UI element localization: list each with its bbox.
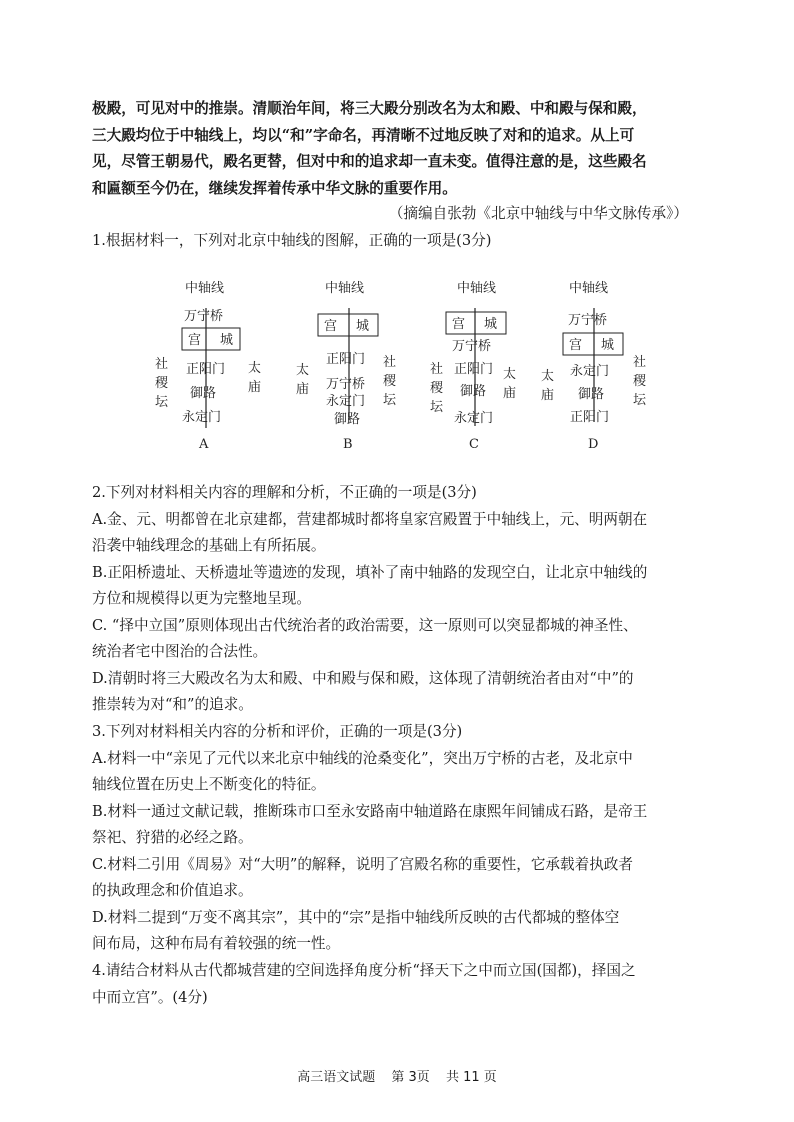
diagram-a xyxy=(155,280,261,452)
left-char: 庙 xyxy=(296,382,310,397)
road-label: 御路 xyxy=(334,412,361,427)
diagram-d xyxy=(541,280,647,452)
intro-line: 三大殿均位于中轴线上，均以“和”字命名，再清晰不过地反映了对和的追求。从上可 xyxy=(92,126,635,144)
q3-option-line: C.材料二引用《周易》对“大明”的解释，说明了宫殿名称的重要性，它承载着执政者 xyxy=(92,855,633,873)
road-label: 御路 xyxy=(460,384,487,399)
diagram-b xyxy=(296,280,397,452)
gate-label: 永定门 xyxy=(454,411,494,426)
right-char: 庙 xyxy=(248,380,262,395)
q3-option-line: 间布局，这种布局有着较强的统一性。 xyxy=(92,935,341,952)
palace-char: 宫 xyxy=(569,338,583,353)
q3-option-line: 的执政理念和价值追求。 xyxy=(92,882,253,899)
option-letter: C xyxy=(469,437,479,452)
left-char: 稷 xyxy=(155,376,169,391)
q2-option-line: 沿袭中轴线理念的基础上有所拓展。 xyxy=(92,537,326,554)
question-4 xyxy=(92,958,704,1011)
intro-line: 见，尽管王朝易代，殿名更替，但对中和的追求却一直未变。值得注意的是，这些殿名 xyxy=(92,153,647,171)
q2-option-line: 推崇转为对“和”的追求。 xyxy=(92,696,253,713)
bridge-label: 万宁桥 xyxy=(568,313,608,328)
right-char: 庙 xyxy=(503,386,517,401)
left-char: 社 xyxy=(155,357,169,372)
left-char: 社 xyxy=(430,362,444,377)
left-char: 坛 xyxy=(155,395,169,410)
q3-option-line: B.材料一通过文献记载，推断珠市口至永安路南中轴道路在康熙年间铺成石路，是帝王 xyxy=(92,802,648,820)
left-char: 庙 xyxy=(541,388,555,403)
footer-total: 共 11 页 xyxy=(445,1070,497,1085)
axis-label: 中轴线 xyxy=(325,281,365,296)
right-char: 稷 xyxy=(383,374,397,389)
q3-option-line: A.材料一中“亲见了元代以来北京中轴线的沧桑变化”，突出万宁桥的古老，及北京中 xyxy=(92,749,633,767)
q2-option-line: C. “择中立国”原则体现出古代统治者的政治需要，这一原则可以突显都城的神圣性、 xyxy=(92,616,638,634)
palace-char: 宫 xyxy=(324,319,338,334)
q4-line: 中而立宫”。(4分) xyxy=(92,988,208,1006)
q3-option-line: 轴线位置在历史上不断变化的特征。 xyxy=(92,776,326,793)
q3-option-line: 祭祀、狩猎的必经之路。 xyxy=(92,829,253,846)
q2-option-line: A.金、元、明都曾在北京建都，营建都城时都将皇家宫殿置于中轴线上，元、明两朝在 xyxy=(92,510,648,528)
q3-stem: 3.下列对材料相关内容的分析和评价，正确的一项是(3分) xyxy=(92,723,463,740)
right-char: 稷 xyxy=(633,374,647,389)
question-3 xyxy=(92,719,704,958)
axis-label: 中轴线 xyxy=(457,281,497,296)
palace-char: 城 xyxy=(220,333,234,348)
q2-option-line: 统治者宅中图治的合法性。 xyxy=(92,643,268,660)
option-letter: B xyxy=(343,437,353,452)
q4-line: 4.请结合材料从古代都城营建的空间选择角度分析“择天下之中而立国(国都)，择国之 xyxy=(92,962,636,979)
question-2 xyxy=(92,480,704,719)
right-char: 社 xyxy=(383,355,397,370)
right-char: 太 xyxy=(503,367,517,382)
palace-char: 宫 xyxy=(452,317,466,332)
source-citation: （摘编自张勃《北京中轴线与中华文脉传承》） xyxy=(388,205,688,222)
left-char: 太 xyxy=(541,369,555,384)
axis-label: 中轴线 xyxy=(569,281,609,296)
left-char: 稷 xyxy=(430,381,444,396)
gate-label: 永定门 xyxy=(326,394,366,409)
left-char: 太 xyxy=(296,363,310,378)
gate-label: 永定门 xyxy=(182,410,222,425)
gate-label: 正阳门 xyxy=(326,352,366,367)
left-char: 坛 xyxy=(430,400,444,415)
intro-line: 极殿，可见对中的推崇。清顺治年间，将三大殿分别改名为太和殿、中和殿与保和殿， xyxy=(92,100,647,117)
axis-label: 中轴线 xyxy=(185,281,225,296)
palace-char: 城 xyxy=(601,338,615,353)
page-footer xyxy=(0,1066,794,1085)
right-char: 坛 xyxy=(383,393,397,408)
right-char: 坛 xyxy=(633,393,647,408)
intro-paragraph xyxy=(92,96,704,202)
bridge-label: 万宁桥 xyxy=(452,339,492,354)
q2-stem: 2.下列对材料相关内容的理解和分析，不正确的一项是(3分) xyxy=(92,484,477,501)
q2-option-line: D.清朝时将三大殿改名为太和殿、中和殿与保和殿，这体现了清朝统治者由对“中”的 xyxy=(92,669,634,687)
q2-option-line: B.正阳桥遗址、天桥遗址等遗迹的发现，填补了南中轴路的发现空白，让北京中轴线的 xyxy=(92,563,648,581)
gate-label: 正阳门 xyxy=(186,362,226,377)
road-label: 御路 xyxy=(190,386,217,401)
gate-label: 正阳门 xyxy=(454,362,494,377)
bridge-label: 万宁桥 xyxy=(326,377,366,392)
palace-char: 城 xyxy=(356,319,370,334)
option-letter: A xyxy=(199,437,209,452)
road-label: 御路 xyxy=(578,387,605,402)
intro-line: 和匾额至今仍在，继续发挥着传承中华文脉的重要作用。 xyxy=(92,179,457,197)
right-char: 社 xyxy=(633,355,647,370)
right-char: 太 xyxy=(248,361,262,376)
gate-label: 正阳门 xyxy=(570,410,610,425)
option-letter: D xyxy=(588,437,599,452)
q2-option-line: 方位和规模得以更为完整地呈现。 xyxy=(92,590,311,607)
q3-option-line: D.材料二提到“万变不离其宗”，其中的“宗”是指中轴线所反映的古代都城的整体空 xyxy=(92,908,620,926)
palace-char: 宫 xyxy=(188,333,202,348)
gate-label: 永定门 xyxy=(570,364,610,379)
q1-diagrams xyxy=(0,270,794,470)
footer-page: 第 3页 xyxy=(391,1070,430,1085)
footer-subject: 高三语文试题 xyxy=(297,1070,376,1085)
diagram-c xyxy=(430,280,516,452)
q1-stem: 1.根据材料一，下列对北京中轴线的图解，正确的一项是(3分) xyxy=(92,232,492,249)
bridge-label: 万宁桥 xyxy=(184,309,224,324)
palace-char: 城 xyxy=(484,317,498,332)
